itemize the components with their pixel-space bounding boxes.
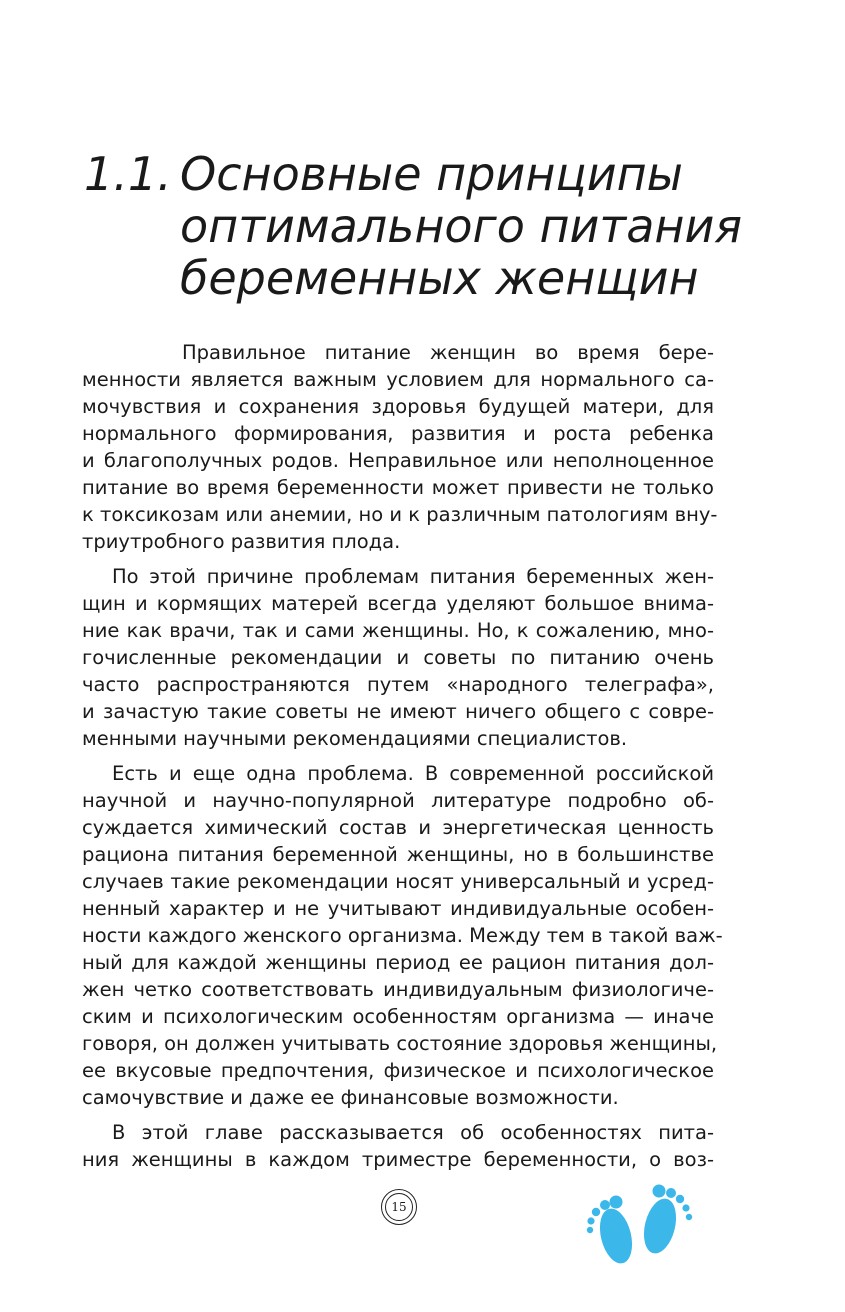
- page-number-inner-circle: [385, 1193, 413, 1221]
- text-line: рациона питания беременной женщины, но в большинстве: [82, 843, 714, 866]
- page-number-badge: [381, 1189, 417, 1225]
- text-line: гочисленные рекомендации и советы по питанию очень: [82, 646, 714, 669]
- text-line: триутробного развития плода.: [82, 530, 401, 553]
- text-line: жен четко соответствовать индивидуальным физиологиче-: [82, 978, 714, 1001]
- chapter-number: 1.1.: [84, 147, 172, 201]
- text-line: В этой главе рассказывается об особенностях пита-: [112, 1121, 714, 1144]
- paragraph: [82, 339, 718, 555]
- page-number: 15: [391, 1200, 407, 1214]
- left-footprint-icon: [587, 1196, 638, 1267]
- chapter-title-line: Основные принципы: [180, 147, 683, 201]
- text-line: менными научными рекомендациями специалистов.: [82, 727, 628, 750]
- text-line: Правильное питание женщин во время бере-: [182, 341, 714, 364]
- chapter-title-line: оптимального питания: [180, 199, 743, 253]
- chapter-heading: [84, 148, 804, 304]
- paragraph: [82, 760, 723, 1111]
- text-line: говоря, он должен учитывать состояние здоровья женщины,: [82, 1032, 718, 1055]
- text-line: случаев такие рекомендации носят универсальный и усред-: [82, 870, 714, 893]
- text-line: нормального формирования, развития и роста ребенка: [82, 422, 714, 445]
- text-line: ный для каждой женщины период ее рацион питания дол-: [82, 951, 714, 974]
- text-line: ским и психологическим особенностям организма — иначе: [82, 1005, 714, 1028]
- text-line: менности является важным условием для нормального са-: [82, 368, 714, 391]
- text-line: суждается химический состав и энергетическая ценность: [82, 816, 714, 839]
- baby-footprints-icon: [586, 1168, 698, 1276]
- text-line: мочувствия и сохранения здоровья будущей матери, для: [82, 395, 714, 418]
- chapter-title: [180, 148, 780, 304]
- text-line: Есть и еще одна проблема. В современной российской: [112, 762, 714, 785]
- text-line: щин и кормящих матерей всегда уделяют большое внима-: [82, 592, 714, 615]
- text-line: питание во время беременности может привести не только: [82, 476, 714, 499]
- text-line: ние как врачи, так и сами женщины. Но, к сожалению, мно-: [82, 619, 714, 642]
- paragraph: [82, 563, 714, 752]
- text-line: ния женщины в каждом триместре беременности, о воз-: [82, 1148, 714, 1171]
- text-line: самочувствие и даже ее финансовые возможности.: [82, 1086, 619, 1109]
- text-line: По этой причине проблемам питания беременных жен-: [112, 565, 714, 588]
- body-text: [82, 339, 723, 1181]
- right-footprint-icon: [639, 1185, 693, 1257]
- paragraph: [82, 1119, 714, 1173]
- text-line: научной и научно-популярной литературе подробно об-: [82, 789, 714, 812]
- text-line: к токсикозам или анемии, но и к различным патологиям вну-: [82, 503, 718, 526]
- text-line: и благополучных родов. Неправильное или неполноценное: [82, 449, 714, 472]
- text-line: ности каждого женского организма. Между тем в такой важ-: [82, 924, 723, 947]
- chapter-title-line: беременных женщин: [180, 251, 699, 305]
- text-line: и зачастую такие советы не имеют ничего общего с совре-: [82, 700, 714, 723]
- text-line: ненный характер и не учитывают индивидуальные особен-: [82, 897, 714, 920]
- text-line: часто распространяются путем «народного телеграфа»,: [82, 673, 714, 696]
- text-line: ее вкусовые предпочтения, физическое и психологическое: [82, 1059, 714, 1082]
